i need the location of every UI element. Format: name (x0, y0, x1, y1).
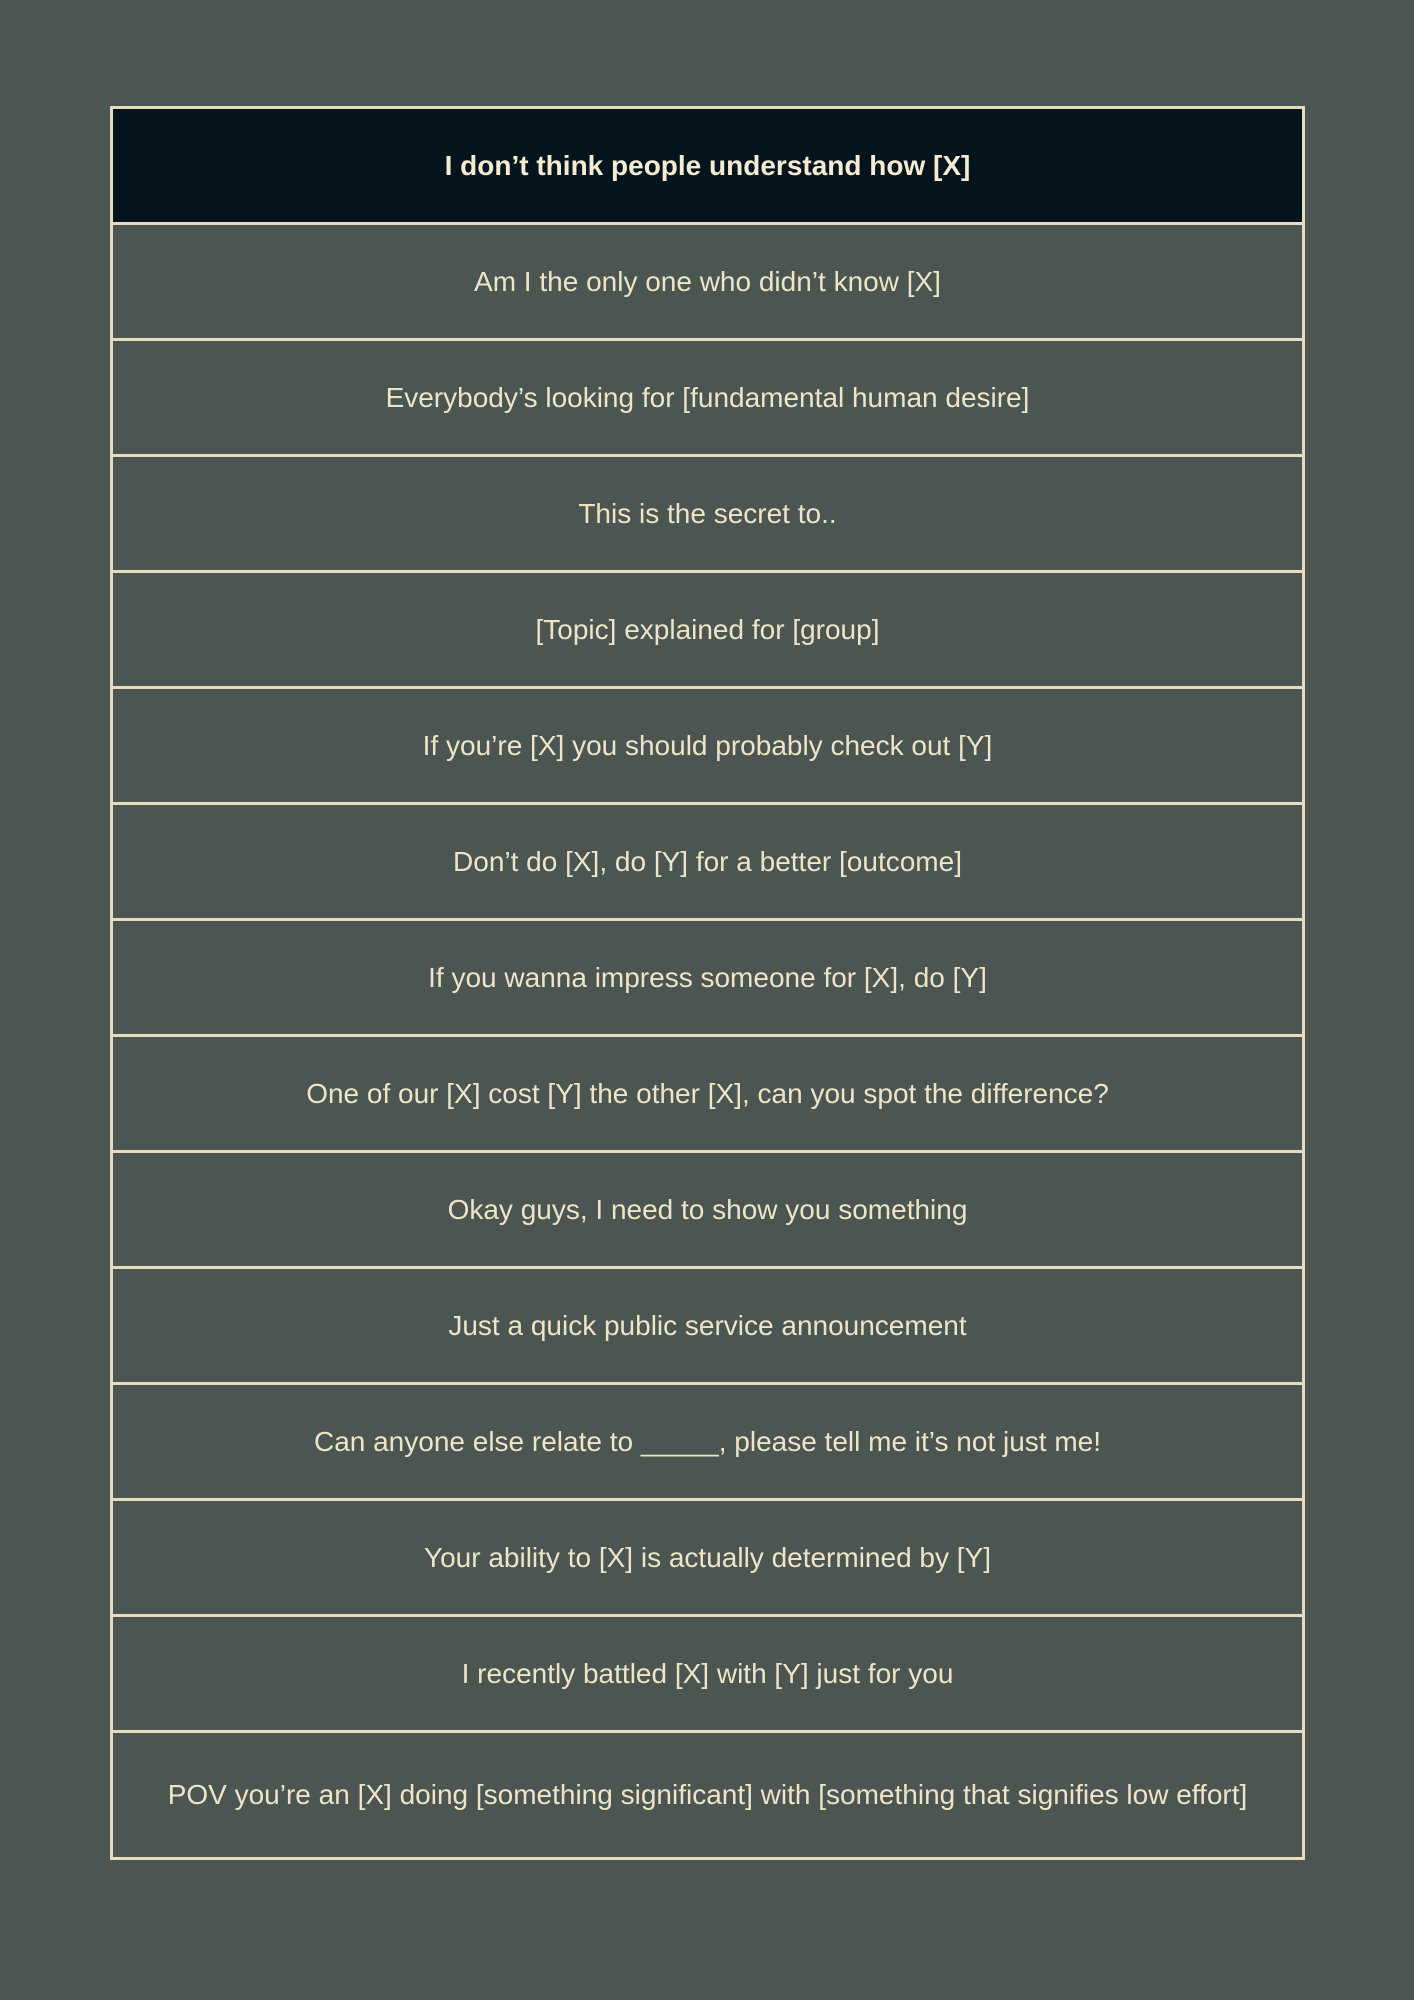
table-cell: Your ability to [X] is actually determined by [Y] (112, 1500, 1304, 1616)
table-cell: POV you’re an [X] doing [something significant] with [something that signifies low effort] (112, 1732, 1304, 1859)
table-cell: Don’t do [X], do [Y] for a better [outcome] (112, 804, 1304, 920)
table-cell: If you wanna impress someone for [X], do [Y] (112, 920, 1304, 1036)
table-cell: Am I the only one who didn’t know [X] (112, 224, 1304, 340)
table-row (112, 456, 1304, 572)
table-cell: If you’re [X] you should probably check out [Y] (112, 688, 1304, 804)
table-cell: Just a quick public service announcement (112, 1268, 1304, 1384)
table-row (112, 1500, 1304, 1616)
table-row (112, 688, 1304, 804)
table-header-row (112, 108, 1304, 224)
table-row (112, 1152, 1304, 1268)
table-row (112, 920, 1304, 1036)
table-row (112, 572, 1304, 688)
table-cell: [Topic] explained for [group] (112, 572, 1304, 688)
hooks-table (110, 106, 1305, 1860)
table-row (112, 1384, 1304, 1500)
table-row (112, 224, 1304, 340)
table-row (112, 1036, 1304, 1152)
table-row (112, 340, 1304, 456)
table-cell: Okay guys, I need to show you something (112, 1152, 1304, 1268)
table-row (112, 1268, 1304, 1384)
table-cell: One of our [X] cost [Y] the other [X], can you spot the difference? (112, 1036, 1304, 1152)
table-header-cell: I don’t think people understand how [X] (112, 108, 1304, 224)
table-cell: This is the secret to.. (112, 456, 1304, 572)
table-cell: Everybody’s looking for [fundamental human desire] (112, 340, 1304, 456)
table-row (112, 1732, 1304, 1859)
table-cell: I recently battled [X] with [Y] just for you (112, 1616, 1304, 1732)
table-cell: Can anyone else relate to _____, please tell me it’s not just me! (112, 1384, 1304, 1500)
table-row (112, 1616, 1304, 1732)
table-row (112, 804, 1304, 920)
